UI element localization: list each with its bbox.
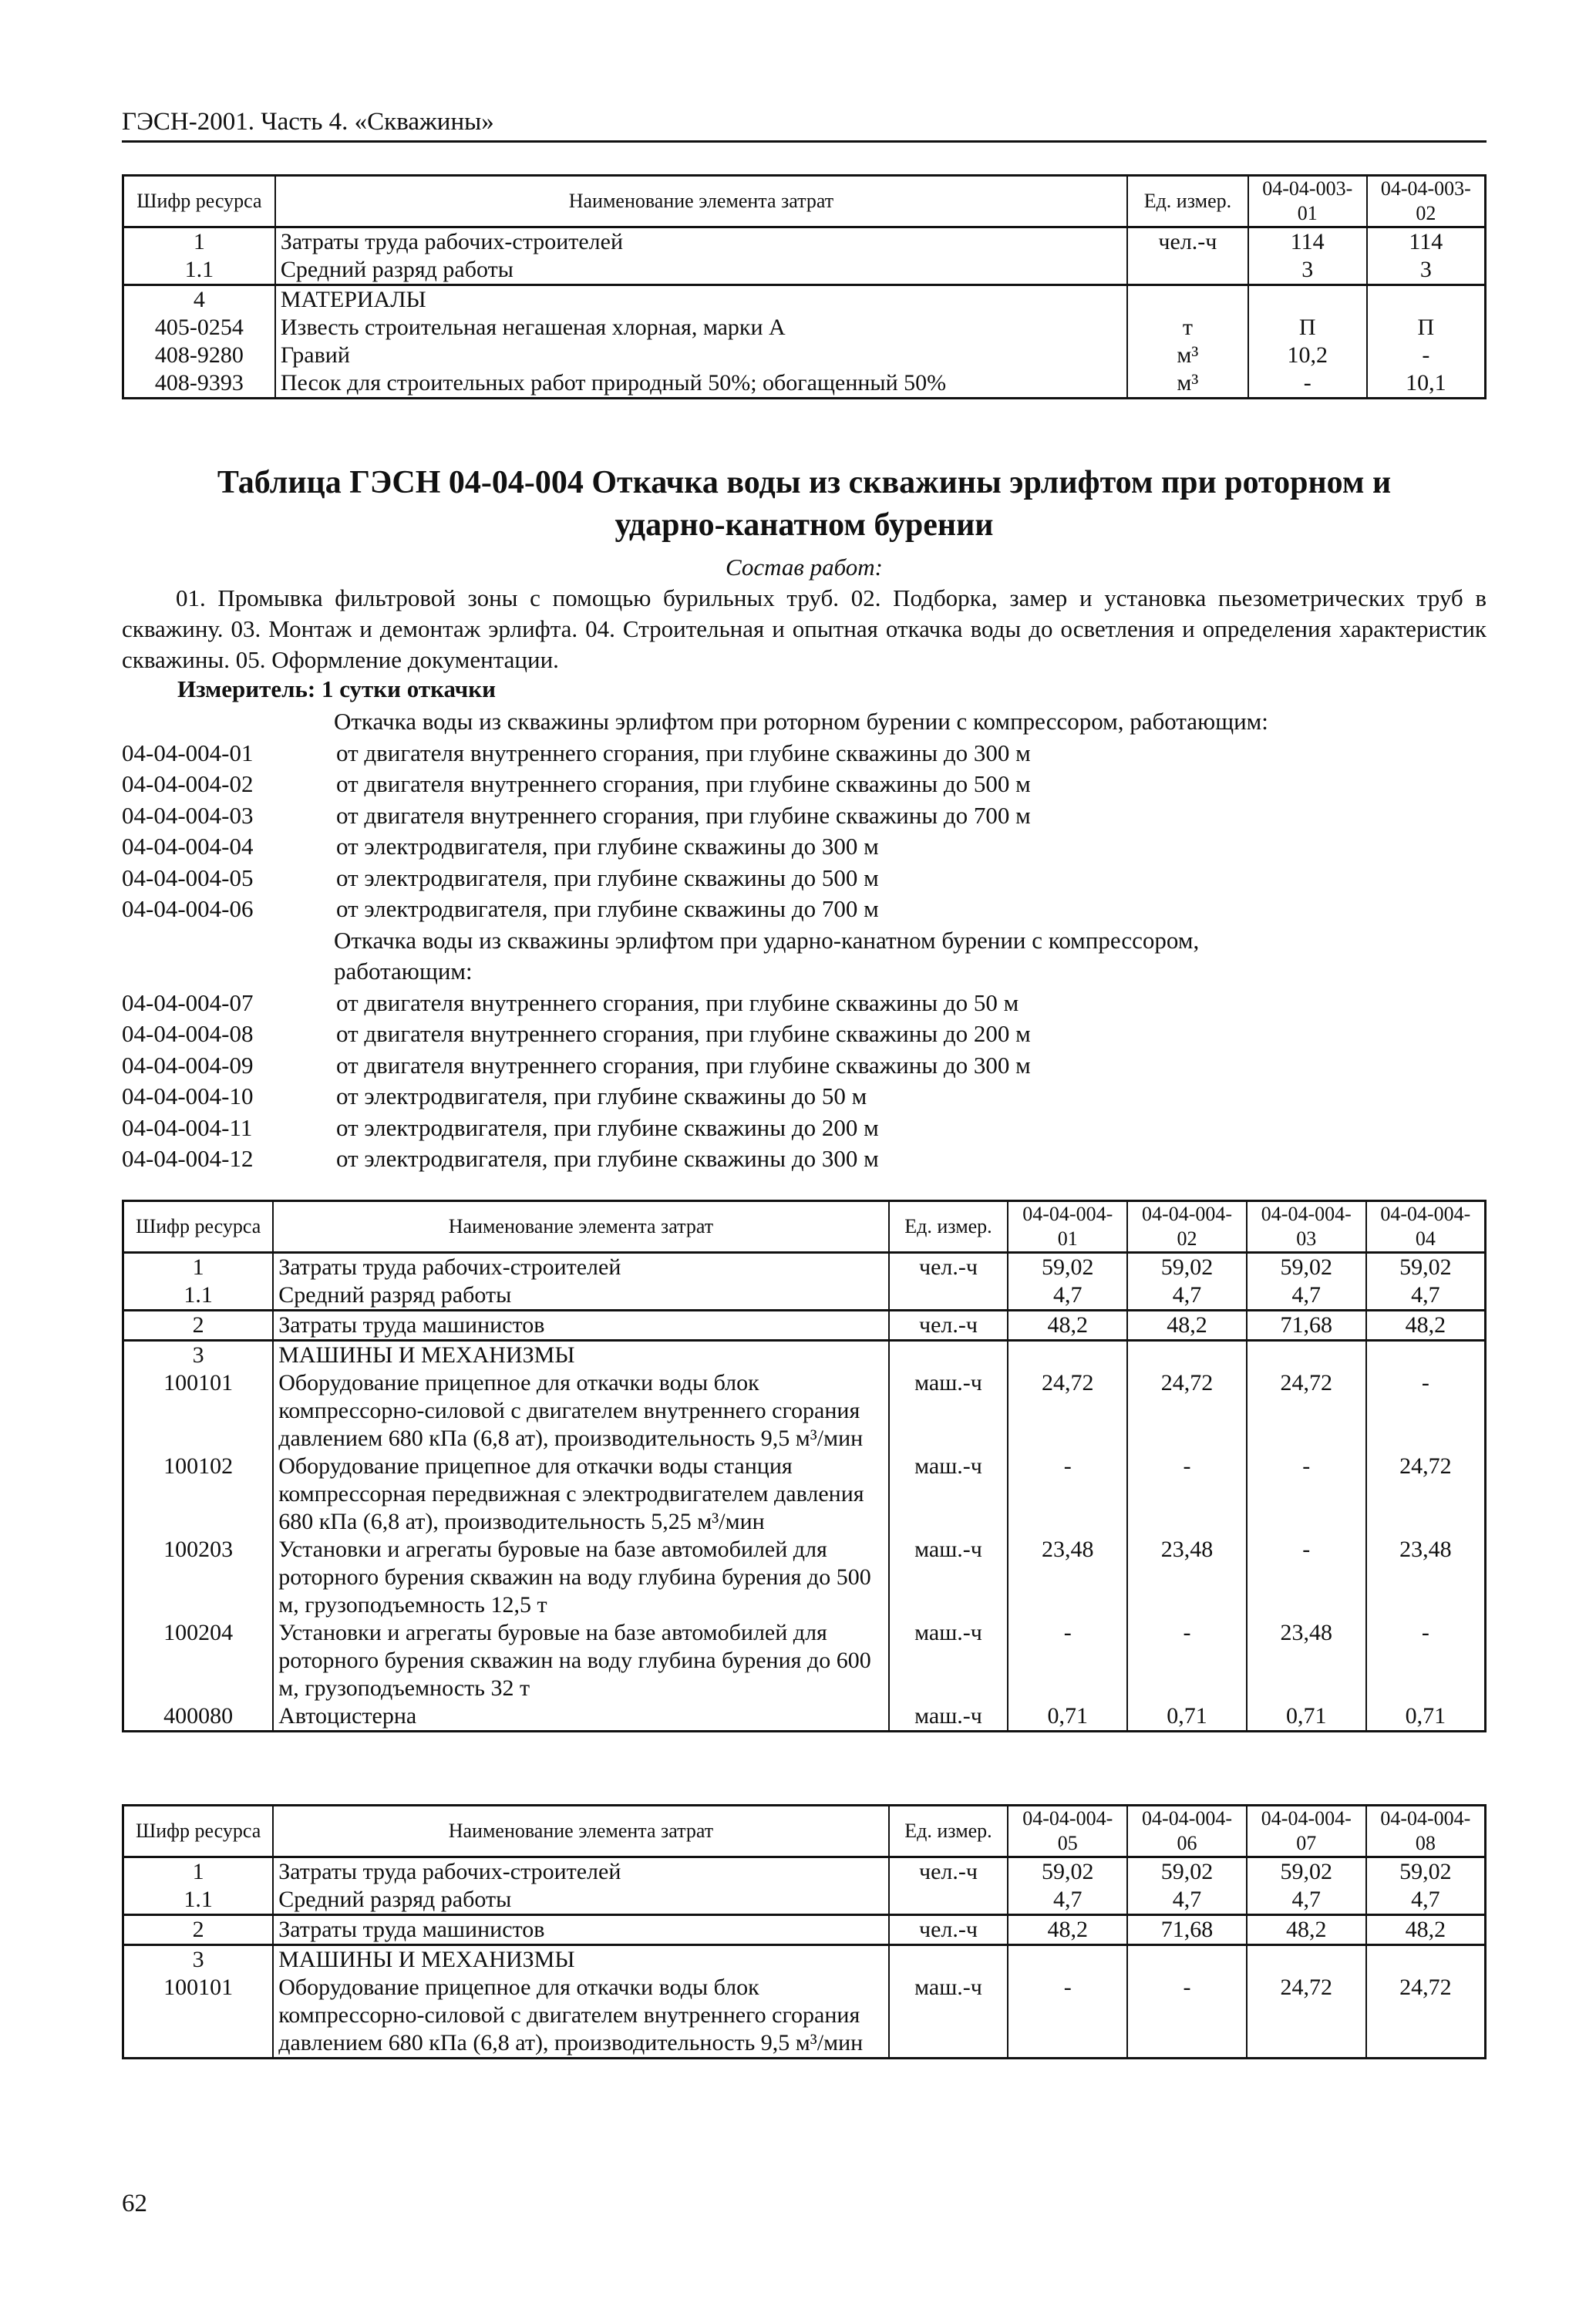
table-row [123, 1341, 1486, 1370]
table-header-row [123, 1201, 1486, 1253]
group2-intro [122, 925, 1487, 957]
table-row [123, 1453, 1486, 1536]
norm-value: 48,2 [1366, 1311, 1486, 1341]
header-code: Шифр ресурса [123, 176, 275, 227]
norm-code: 04-04-004-07 [122, 988, 254, 1016]
group2-intro-cont [122, 956, 1487, 988]
norm-code: 04-04-004-01 [122, 739, 254, 766]
unit [1127, 256, 1248, 285]
resource-name: Оборудование прицепное для откачки воды блок компрессорно-силовой с двигателем внутреннего сгорания давлением 680 кПа (6,8 ат), производительность 9,5 м³/мин [273, 1369, 888, 1453]
resource-code: 100101 [123, 1974, 274, 2059]
resource-code: 1 [123, 1857, 274, 1887]
norm-value: 3 [1248, 256, 1367, 285]
resource-name: Установки и агрегаты буровые на базе автомобилей для роторного бурения скважин на воду глубина бурения до 600 м, грузоподъемность 32 т [273, 1619, 888, 1702]
resource-name: Средний разряд работы [273, 1886, 888, 1915]
table-row [123, 342, 1486, 369]
table-row [123, 369, 1486, 399]
norm-value [1247, 1945, 1366, 1975]
norm-value: 48,2 [1127, 1311, 1247, 1341]
norm-value: 4,7 [1247, 1886, 1366, 1915]
norm-value: 4,7 [1127, 1886, 1247, 1915]
page-number: 62 [122, 2190, 147, 2217]
norm-value: 59,02 [1127, 1857, 1247, 1887]
header-code: Шифр ресурса [123, 1806, 274, 1857]
header-norm-code: 04-04-004-05 [1008, 1806, 1127, 1857]
unit: маш.-ч [889, 1453, 1008, 1536]
resource-code: 4 [123, 285, 275, 315]
norm-value: - [1008, 1453, 1127, 1536]
unit: м³ [1127, 342, 1248, 369]
norm-value: 24,72 [1366, 1453, 1486, 1536]
resource-code: 1.1 [123, 1281, 274, 1311]
norm-description: от электродвигателя, при глубине скважины до 300 м [336, 1145, 879, 1172]
norm-list-item [122, 1018, 1487, 1050]
norm-code: 04-04-004-08 [122, 1020, 254, 1047]
resource-code: 3 [123, 1945, 274, 1975]
table-title-line1: Таблица ГЭСН 04-04-004 Откачка воды из скважины эрлифтом при роторном и [217, 465, 1392, 500]
norm-value: 0,71 [1247, 1702, 1366, 1732]
norm-value: - [1008, 1619, 1127, 1702]
norm-value: 4,7 [1008, 1886, 1127, 1915]
resource-name: Установки и агрегаты буровые на базе автомобилей для роторного бурения скважин на воду глубина бурения до 500 м, грузоподъемность 12,5 т [273, 1536, 888, 1619]
norm-value: 4,7 [1366, 1281, 1486, 1311]
resource-code: 1.1 [123, 256, 275, 285]
norm-value [1366, 1945, 1486, 1975]
norm-value: 114 [1367, 227, 1486, 257]
resource-name: Автоцистерна [273, 1702, 888, 1732]
norm-value: 48,2 [1008, 1915, 1127, 1945]
norm-description: от электродвигателя, при глубине скважины до 300 м [336, 833, 879, 860]
norm-value: - [1127, 1974, 1247, 2059]
table-title-line2: ударно-канатном бурении [614, 507, 994, 543]
norm-value: 24,72 [1247, 1369, 1366, 1453]
norm-value: 59,02 [1127, 1253, 1247, 1282]
group1-intro-text: Откачка воды из скважины эрлифтом при роторном бурении с компрессором, работающим: [334, 708, 1268, 735]
resource-code: 405-0254 [123, 314, 275, 342]
works-label: Состав работ: [725, 554, 883, 581]
norm-value: 23,48 [1247, 1619, 1366, 1702]
norm-value: 59,02 [1366, 1857, 1486, 1887]
table-row [123, 1702, 1486, 1732]
norm-list-item [122, 1081, 1487, 1113]
resource-name: Песок для строительных работ природный 50%; обогащенный 50% [275, 369, 1127, 399]
table-header-row [123, 1806, 1486, 1857]
table-row [123, 1619, 1486, 1702]
norm-value: 59,02 [1008, 1253, 1127, 1282]
resource-name: Затраты труда рабочих-строителей [273, 1253, 888, 1282]
norm-value: 4,7 [1008, 1281, 1127, 1311]
norm-value: 71,68 [1127, 1915, 1247, 1945]
norm-list-item [122, 988, 1487, 1019]
resource-name: Затраты труда машинистов [273, 1915, 888, 1945]
resource-code: 3 [123, 1341, 274, 1370]
header-code: Шифр ресурса [123, 1201, 274, 1253]
norm-value: 48,2 [1366, 1915, 1486, 1945]
norm-value: - [1127, 1453, 1247, 1536]
norm-list-item [122, 769, 1487, 800]
norm-list-item [122, 831, 1487, 863]
norm-value: - [1247, 1536, 1366, 1619]
header-unit: Ед. измер. [1127, 176, 1248, 227]
header-name: Наименование элемента затрат [273, 1806, 888, 1857]
unit: чел.-ч [889, 1857, 1008, 1887]
table-row [123, 1281, 1486, 1311]
unit: чел.-ч [889, 1311, 1008, 1341]
norm-value: П [1367, 314, 1486, 342]
header-norm-code: 04-04-004-08 [1366, 1806, 1486, 1857]
norm-value: 3 [1367, 256, 1486, 285]
norm-code: 04-04-004-09 [122, 1051, 254, 1079]
norm-value: 114 [1248, 227, 1367, 257]
norm-value [1248, 285, 1367, 315]
table-row [123, 1915, 1486, 1945]
table-row [123, 1945, 1486, 1975]
norm-value: 4,7 [1127, 1281, 1247, 1311]
unit: чел.-ч [889, 1915, 1008, 1945]
unit: маш.-ч [889, 1369, 1008, 1453]
norm-value: 24,72 [1366, 1974, 1486, 2059]
unit: маш.-ч [889, 1702, 1008, 1732]
header-name: Наименование элемента затрат [275, 176, 1127, 227]
norm-code: 04-04-004-06 [122, 895, 254, 922]
norm-value [1127, 1945, 1247, 1975]
header-norm-code: 04-04-004-04 [1366, 1201, 1486, 1253]
norm-description: от двигателя внутреннего сгорания, при глубине скважины до 300 м [336, 739, 1031, 766]
header-unit: Ед. измер. [889, 1806, 1008, 1857]
resource-name: МАШИНЫ И МЕХАНИЗМЫ [273, 1341, 888, 1370]
resource-code: 408-9280 [123, 342, 275, 369]
table-row [123, 1311, 1486, 1341]
resource-code: 1.1 [123, 1886, 274, 1915]
table-row [123, 256, 1486, 285]
norm-value: 0,71 [1127, 1702, 1247, 1732]
measure-unit: Измеритель: 1 сутки откачки [177, 675, 496, 702]
norm-value: 4,7 [1247, 1281, 1366, 1311]
unit: чел.-ч [1127, 227, 1248, 257]
table-row [123, 1369, 1486, 1453]
norm-description: от электродвигателя, при глубине скважины до 700 м [336, 895, 879, 922]
header-rule [122, 140, 1487, 143]
norm-list-item [122, 1113, 1487, 1144]
resource-code: 100101 [123, 1369, 274, 1453]
norm-description: от двигателя внутреннего сгорания, при глубине скважины до 500 м [336, 770, 1031, 797]
resource-name: Затраты труда машинистов [273, 1311, 888, 1341]
norm-value: 0,71 [1366, 1702, 1486, 1732]
norm-value: - [1366, 1369, 1486, 1453]
norm-code: 04-04-004-10 [122, 1082, 254, 1109]
resource-name: Оборудование прицепное для откачки воды блок компрессорно-силовой с двигателем внутреннего сгорания давлением 680 кПа (6,8 ат), производительность 9,5 м³/мин [273, 1974, 888, 2059]
norm-list-item [122, 863, 1487, 894]
header-norm-code: 04-04-004-02 [1127, 1201, 1247, 1253]
resource-code: 408-9393 [123, 369, 275, 399]
unit [889, 1341, 1008, 1370]
unit: чел.-ч [889, 1253, 1008, 1282]
norm-description: от двигателя внутреннего сгорания, при глубине скважины до 200 м [336, 1020, 1031, 1047]
resource-table-004-a [122, 1200, 1487, 1732]
norm-description: от электродвигателя, при глубине скважины до 500 м [336, 864, 879, 891]
resource-code: 100203 [123, 1536, 274, 1619]
norm-value: - [1127, 1619, 1247, 1702]
unit: т [1127, 314, 1248, 342]
unit: м³ [1127, 369, 1248, 399]
resource-name: Средний разряд работы [273, 1281, 888, 1311]
resource-name: Оборудование прицепное для откачки воды станция компрессорная передвижная с электродвигателем давления 680 кПа (6,8 ат), производительность 5,25 м³/мин [273, 1453, 888, 1536]
resource-table-003 [122, 174, 1487, 399]
works-description: 01. Промывка фильтровой зоны с помощью бурильных труб. 02. Подборка, замер и установка пьезометрических труб в скважину. 03. Монтаж и демонтаж эрлифта. 04. Строительная и опытная откачка воды до осветления и определения характеристик скважины. 05. Оформление документации. [122, 584, 1487, 673]
norm-value: 59,02 [1247, 1857, 1366, 1887]
norm-value: 0,71 [1008, 1702, 1127, 1732]
header-unit: Ед. измер. [889, 1201, 1008, 1253]
unit [889, 1945, 1008, 1975]
norm-value: 23,48 [1008, 1536, 1127, 1619]
table-row [123, 227, 1486, 257]
unit [1127, 285, 1248, 315]
norm-value: - [1367, 342, 1486, 369]
norm-codes-list [122, 706, 1487, 1175]
unit: маш.-ч [889, 1536, 1008, 1619]
norm-value [1366, 1341, 1486, 1370]
norm-description: от электродвигателя, при глубине скважины до 50 м [336, 1082, 867, 1109]
norm-description: от двигателя внутреннего сгорания, при глубине скважины до 300 м [336, 1051, 1031, 1079]
norm-code: 04-04-004-12 [122, 1145, 254, 1172]
norm-value: 59,02 [1366, 1253, 1486, 1282]
norm-value: 10,1 [1367, 369, 1486, 399]
unit: маш.-ч [889, 1619, 1008, 1702]
norm-value: - [1248, 369, 1367, 399]
norm-list-item [122, 738, 1487, 769]
table-row [123, 1857, 1486, 1887]
table-row [123, 1974, 1486, 2059]
header-norm-code: 04-04-004-03 [1247, 1201, 1366, 1253]
resource-table-004-b [122, 1804, 1487, 2059]
norm-value: 59,02 [1247, 1253, 1366, 1282]
norm-code: 04-04-004-05 [122, 864, 254, 891]
table-row [123, 1886, 1486, 1915]
norm-value [1008, 1341, 1127, 1370]
resource-code: 2 [123, 1311, 274, 1341]
resource-name: Затраты труда рабочих-строителей [275, 227, 1127, 257]
group2-intro-text: Откачка воды из скважины эрлифтом при ударно-канатном бурении с компрессором, [334, 926, 1200, 954]
norm-value: - [1366, 1619, 1486, 1702]
resource-code: 400080 [123, 1702, 274, 1732]
resource-code: 1 [123, 1253, 274, 1282]
norm-value: 23,48 [1366, 1536, 1486, 1619]
table-header-row [123, 176, 1486, 227]
header-norm-code: 04-04-004-01 [1008, 1201, 1127, 1253]
group1-intro [122, 706, 1487, 738]
norm-value [1008, 1945, 1127, 1975]
table-row [123, 1536, 1486, 1619]
header-norm-code: 04-04-003-01 [1248, 176, 1367, 227]
norm-value: 24,72 [1127, 1369, 1247, 1453]
table-row [123, 285, 1486, 315]
norm-value: 48,2 [1247, 1915, 1366, 1945]
norm-code: 04-04-004-03 [122, 801, 254, 829]
resource-name: МАШИНЫ И МЕХАНИЗМЫ [273, 1945, 888, 1975]
resource-name: Затраты труда рабочих-строителей [273, 1857, 888, 1887]
resource-code: 100204 [123, 1619, 274, 1702]
header-norm-code: 04-04-004-07 [1247, 1806, 1366, 1857]
unit [889, 1886, 1008, 1915]
norm-value: 71,68 [1247, 1311, 1366, 1341]
norm-value [1247, 1341, 1366, 1370]
unit: маш.-ч [889, 1974, 1008, 2059]
resource-code: 100102 [123, 1453, 274, 1536]
norm-value: 10,2 [1248, 342, 1367, 369]
norm-value [1127, 1341, 1247, 1370]
table-row [123, 1253, 1486, 1282]
norm-code: 04-04-004-02 [122, 770, 254, 797]
norm-value: 24,72 [1247, 1974, 1366, 2059]
resource-name: МАТЕРИАЛЫ [275, 285, 1127, 315]
resource-code: 2 [123, 1915, 274, 1945]
norm-list-item [122, 894, 1487, 925]
norm-value [1367, 285, 1486, 315]
norm-list-item [122, 1143, 1487, 1175]
norm-value: 59,02 [1008, 1857, 1127, 1887]
header-norm-code: 04-04-003-02 [1367, 176, 1486, 227]
norm-code: 04-04-004-11 [122, 1113, 253, 1141]
group2-intro-cont-text: работающим: [334, 958, 473, 985]
norm-description: от двигателя внутреннего сгорания, при глубине скважины до 700 м [336, 801, 1031, 829]
norm-value: 23,48 [1127, 1536, 1247, 1619]
norm-value: 4,7 [1366, 1886, 1486, 1915]
header-norm-code: 04-04-004-06 [1127, 1806, 1247, 1857]
norm-value: - [1247, 1453, 1366, 1536]
norm-list-item [122, 800, 1487, 832]
norm-value: П [1248, 314, 1367, 342]
norm-description: от электродвигателя, при глубине скважины до 200 м [336, 1113, 879, 1141]
resource-name: Известь строительная негашеная хлорная, марки А [275, 314, 1127, 342]
norm-value: 24,72 [1008, 1369, 1127, 1453]
resource-name: Гравий [275, 342, 1127, 369]
table-row [123, 314, 1486, 342]
norm-value: - [1008, 1974, 1127, 2059]
resource-code: 1 [123, 227, 275, 257]
unit [889, 1281, 1008, 1311]
norm-code: 04-04-004-04 [122, 833, 254, 860]
norm-list-item [122, 1050, 1487, 1082]
norm-description: от двигателя внутреннего сгорания, при глубине скважины до 50 м [336, 988, 1019, 1016]
header-name: Наименование элемента затрат [273, 1201, 888, 1253]
resource-name: Средний разряд работы [275, 256, 1127, 285]
norm-value: 48,2 [1008, 1311, 1127, 1341]
running-head: ГЭСН-2001. Часть 4. «Скважины» [122, 108, 494, 136]
